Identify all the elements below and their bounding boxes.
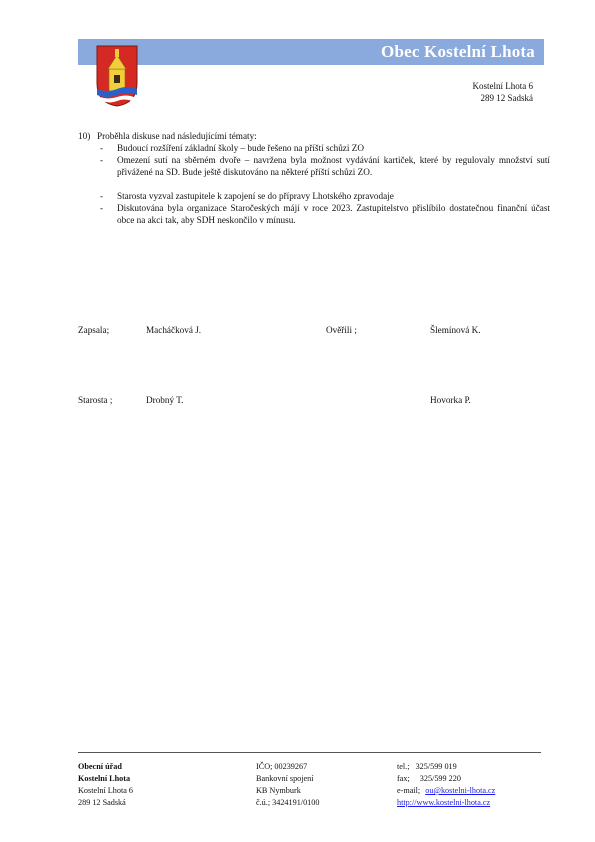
footer-account: č.ú.; 3424191/0100 [256,798,320,807]
footer-bank [256,761,319,809]
footer-email-link[interactable]: ou@kostelni-lhota.cz [425,786,496,795]
footer-ico: IČO; 00239267 [256,762,308,771]
mayor-label: Starosta ; [78,395,113,405]
footer-office-name: Obecní úřad [78,762,122,771]
point-heading: Proběhla diskuse nad následujícími tématy: [97,131,257,141]
footer-phone: 325/599 019 [415,762,457,771]
footer-web-row [397,797,495,809]
header-bar [78,39,544,65]
footer-email-row [397,785,495,797]
footer-office-town: Kostelní Lhota [78,774,131,783]
bullet-dash: - [100,203,104,213]
footer-fax: 325/599 220 [419,774,461,783]
address-line-2: 289 12 Sadská [480,93,533,103]
bullet-dash: - [100,191,104,201]
verified-by-label: Ověřili ; [326,325,357,335]
mayor-name: Drobný T. [146,395,184,405]
footer-web-link[interactable]: http://www.kostelni-lhota.cz [397,798,491,807]
discussion-list [78,190,550,226]
footer-bank-label: Bankovní spojení [256,774,314,783]
recorded-by-label: Zapsala; [78,325,110,335]
footer-phone-label: tel.; [397,762,410,771]
header-address [473,80,534,104]
verifier-name: Hovorka P. [430,395,471,405]
footer-phone-row [397,761,495,773]
list-item [78,190,550,202]
list-item [78,142,550,154]
footer-fax-row [397,773,495,785]
bullet-dash: - [100,155,104,165]
list-item-text: Omezení sutí na sběrném dvoře – navržena byla možnost vydávání kartiček, které by regulovaly množství sutí přivážené na SD. Bude ještě diskutováno na některé příští schůzi ZO. [117,155,550,177]
footer-fax-label: fax; [397,774,410,783]
recorded-by-name: Macháčková J. [146,325,202,335]
discussion-list [78,142,550,178]
minutes-content [78,130,550,226]
list-item-text: Budoucí rozšíření základní školy – bude řešeno na příští schůzi ZO [117,143,364,153]
footer-office-zip: 289 12 Sadská [78,798,126,807]
municipality-title: Obec Kostelní Lhota [381,42,535,61]
footer-office-street: Kostelní Lhota 6 [78,786,134,795]
coat-of-arms-icon [96,45,138,107]
footer-divider [78,752,541,753]
bullet-dash: - [100,143,104,153]
list-item [78,154,550,178]
verified-by-name: Šlemínová K. [430,325,481,335]
list-item [78,202,550,226]
point-number: 10) [78,131,91,141]
point-heading-row [78,130,550,142]
footer-bank-name: KB Nymburk [256,786,301,795]
footer-office [78,761,133,809]
address-line-1: Kostelní Lhota 6 [472,81,533,91]
list-item-text: Diskutována byla organizace Staročeských májí v roce 2023. Zastupitelstvo přislíbilo dostatečnou finanční účast obce na akci tak, aby SDH neskončilo v mínusu. [117,203,550,225]
list-item-text: Starosta vyzval zastupitele k zapojení se do přípravy Lhotského zpravodaje [117,191,394,201]
footer-email-label: e-mail; [397,786,421,795]
footer-contact [397,761,495,809]
